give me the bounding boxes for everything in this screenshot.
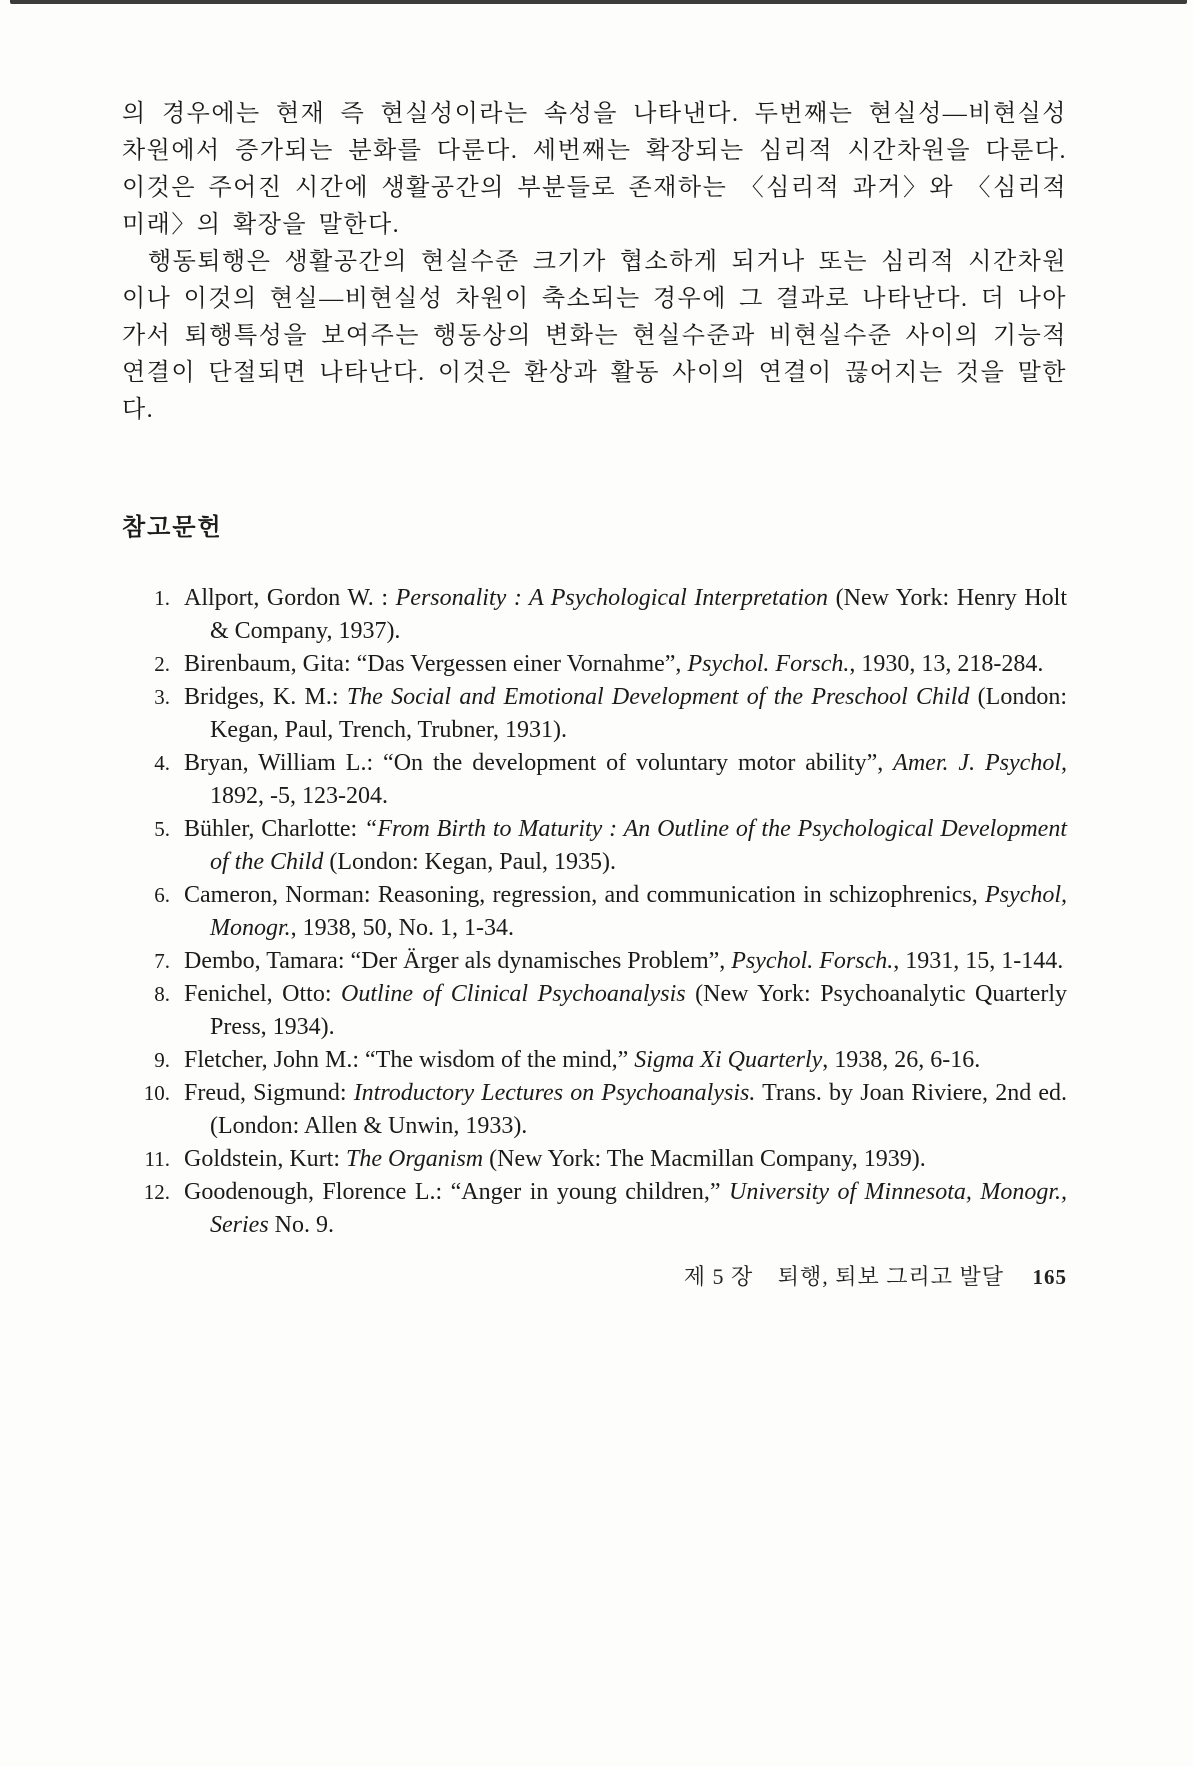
reference-title-segment: University of Minnesota, Monogr., Series [210,1179,1067,1238]
reference-title-segment: Introductory Lectures on Psychoanalysis. [353,1080,756,1106]
reference-list [122,582,1067,1242]
reference-text-segment: Fenichel, Otto: [184,981,342,1007]
reference-title-segment: “From Birth to Maturity : An Outline of the Psychological Development of the Child [210,816,1068,875]
reference-item [122,1077,1067,1143]
page-content [122,96,1067,1291]
reference-text-segment: (New York: Henry Holt & Company, 1937). [210,585,1067,644]
reference-text-segment: Cameron, Norman: Reasoning, regression, and communication in schizophrenics, [184,882,986,908]
reference-item [122,1176,1067,1242]
reference-number: 8. [154,982,170,1006]
reference-number: 10. [143,1081,170,1105]
body-paragraph-continuation: 의 경우에는 현재 즉 현실성이라는 속성을 나타낸다. 두번째는 현실성—비현실성 차원에서 증가되는 분화를 다룬다. 세번째는 확장되는 심리적 시간차원을 다룬다. 이것은 주어진 시간에 생활공간의 부분들로 존재하는 〈심리적 과거〉와 〈심리적 미래〉의 확장을 말한다. [122,101,1067,238]
reference-text-segment: Fletcher, John M.: “The wisdom of the mind,” [184,1047,635,1073]
reference-item [122,978,1067,1044]
reference-item [122,681,1067,747]
reference-item [122,1143,1067,1176]
reference-text-segment: Bryan, William L.: “On the development of voluntary motor ability”, [184,750,894,776]
reference-number: 1. [154,586,170,610]
reference-text-segment: (London: Kegan, Paul, Trench, Trubner, 1931). [210,684,1067,743]
reference-item [122,648,1067,681]
reference-number: 12. [143,1180,170,1204]
reference-title-segment: Psychol. Forsch. [731,948,894,974]
reference-text-segment: No. 9. [268,1212,334,1238]
reference-title-segment: Sigma Xi Quarterly [634,1047,823,1073]
reference-title-segment: Amer. J. Psychol, [893,750,1067,776]
reference-text-segment: , 1931, 15, 1-144. [893,948,1064,974]
reference-text-segment: Freud, Sigmund: [184,1080,354,1106]
reference-number: 5. [154,817,170,841]
page-footer [122,1260,1067,1291]
reference-title-segment: The Organism [346,1146,484,1172]
body-paragraph-2: 행동퇴행은 생활공간의 현실수준 크기가 협소하게 되거나 또는 심리적 시간차원이나 이것의 현실—비현실성 차원이 축소되는 경우에 그 결과로 나타난다. 더 나아가서 퇴행특성을 보여주는 행동상의 변화는 현실수준과 비현실수준 사이의 기능적 연결이 단절되면 나타난다. 이것은 환상과 활동 사이의 연결이 끊어지는 것을 말한다. [122,249,1067,423]
reference-text-segment: Bridges, K. M.: [184,684,347,710]
reference-item [122,747,1067,813]
page-number: 165 [1032,1265,1067,1289]
reference-text-segment: , 1938, 50, No. 1, 1-34. [290,915,514,941]
reference-title-segment: Outline of Clinical Psychoanalysis [341,981,686,1007]
reference-text-segment: Dembo, Tamara: “Der Ärger als dynamisches Problem”, [184,948,732,974]
reference-number: 3. [154,685,170,709]
reference-title-segment: Psychol. Forsch. [687,651,850,677]
reference-text-segment: (New York: Psychoanalytic Quarterly Press, 1934). [210,981,1067,1040]
reference-text-segment: (London: Kegan, Paul, 1935). [323,849,616,875]
reference-text-segment: , 1930, 13, 218-284. [849,651,1044,677]
chapter-title: 퇴행, 퇴보 그리고 발달 [777,1264,1004,1289]
reference-text-segment: 1892, -5, 123-204. [210,783,388,809]
scan-edge-artifact [10,0,1187,4]
reference-title-segment: The Social and Emotional Development of the Preschool Child [346,684,970,710]
reference-text-segment: Trans. by Joan Riviere, 2nd ed. (London: Allen & Unwin, 1933). [210,1080,1068,1139]
reference-text-segment: Allport, Gordon W. : [184,585,396,611]
reference-text-segment: (New York: The Macmillan Company, 1939). [483,1146,926,1172]
reference-text-segment: , 1938, 26, 6-16. [822,1047,981,1073]
reference-item [122,582,1067,648]
reference-item [122,945,1067,978]
reference-text-segment: Bühler, Charlotte: [184,816,365,842]
reference-number: 9. [154,1048,170,1072]
reference-title-segment: Psychol, Monogr. [210,882,1067,941]
reference-item [122,1044,1067,1077]
references-heading: 참고문헌 [122,515,223,541]
chapter-label: 제 5 장 [683,1264,754,1289]
reference-number: 11. [144,1147,170,1171]
reference-text-segment: Goodenough, Florence L.: “Anger in young children,” [184,1179,730,1205]
reference-number: 6. [154,883,170,907]
reference-item [122,879,1067,945]
reference-text-segment: Goldstein, Kurt: [184,1146,346,1172]
reference-item [122,813,1067,879]
reference-title-segment: Personality : A Psychological Interpretation [395,585,829,611]
reference-number: 2. [154,652,170,676]
reference-number: 7. [154,949,170,973]
reference-text-segment: Birenbaum, Gita: “Das Vergessen einer Vornahme”, [184,651,688,677]
reference-number: 4. [154,751,170,775]
